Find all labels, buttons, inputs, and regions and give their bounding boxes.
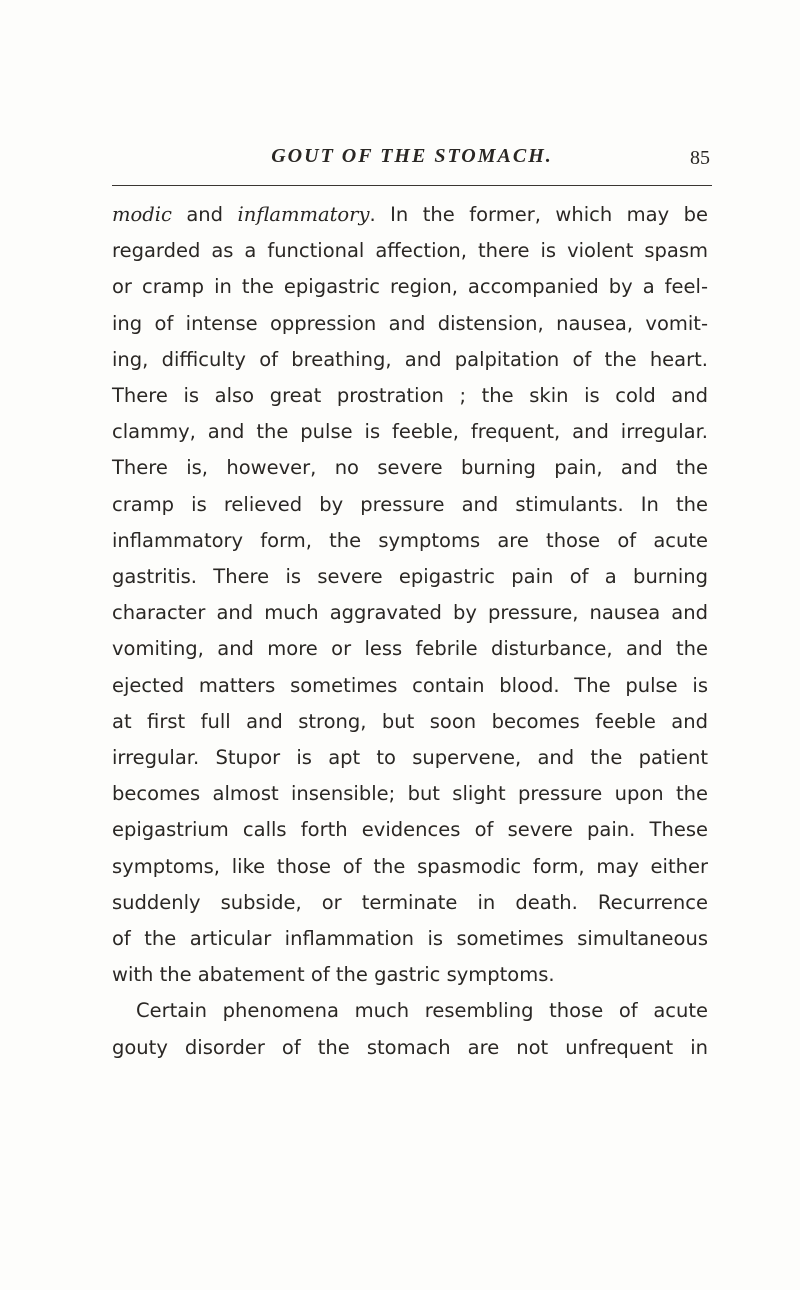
text-line: inflammatory form, the symptoms are those of acute <box>112 528 708 552</box>
text-line-1: modic and inflammatory. In the former, which may be <box>112 203 709 226</box>
header-rule <box>112 185 712 186</box>
body-text <box>112 197 708 1066</box>
text-line: becomes almost insensible; but slight pressure upon the <box>112 782 708 806</box>
text-line: or cramp in the epigastric region, accompanied by a feel- <box>112 275 708 299</box>
italic-word-inflammatory: inflammatory <box>237 203 370 226</box>
text-line: vomiting, and more or less febrile disturbance, and the <box>112 637 708 661</box>
text-line: There is also great prostration ; the skin is cold and <box>112 384 708 408</box>
text-line: ing, difficulty of breathing, and palpitation of the heart. <box>112 347 708 371</box>
text-line: at first full and strong, but soon becomes feeble and <box>112 709 708 733</box>
text-line: suddenly subside, or terminate in death. Recurrence <box>112 890 708 914</box>
text-line: clammy, and the pulse is feeble, frequent, and irregular. <box>112 420 708 444</box>
text-line: There is, however, no severe burning pain, and the <box>112 456 708 480</box>
text-line: ejected matters sometimes contain blood. The pulse is <box>112 673 708 697</box>
text-line: symptoms, like those of the spasmodic form, may either <box>112 854 708 878</box>
text-line: character and much aggravated by pressure, nausea and <box>112 601 708 625</box>
text-line-paragraph-end: with the abatement of the gastric symptoms. <box>112 963 555 987</box>
text-line: epigastrium calls forth evidences of severe pain. These <box>112 818 708 842</box>
text-line: cramp is relieved by pressure and stimulants. In the <box>112 492 708 516</box>
text-line: gastritis. There is severe epigastric pain of a burning <box>112 565 708 589</box>
text-line: ing of intense oppression and distension, nausea, vomit- <box>112 311 708 335</box>
running-head <box>112 145 712 177</box>
italic-word-spasmodic: modic <box>112 203 172 226</box>
running-title: GOUT OF THE STOMACH. <box>271 145 553 167</box>
text-line: regarded as a functional affection, there is violent spasm <box>112 239 708 263</box>
text-line: of the articular inflammation is sometimes simultaneous <box>112 927 708 951</box>
text-line: irregular. Stupor is apt to supervene, and the patient <box>112 746 708 770</box>
text-line-paragraph-start: Certain phenomena much resembling those of acute <box>136 999 708 1023</box>
text-line: gouty disorder of the stomach are not unfrequent in <box>112 1035 708 1059</box>
page-number: 85 <box>690 147 710 169</box>
